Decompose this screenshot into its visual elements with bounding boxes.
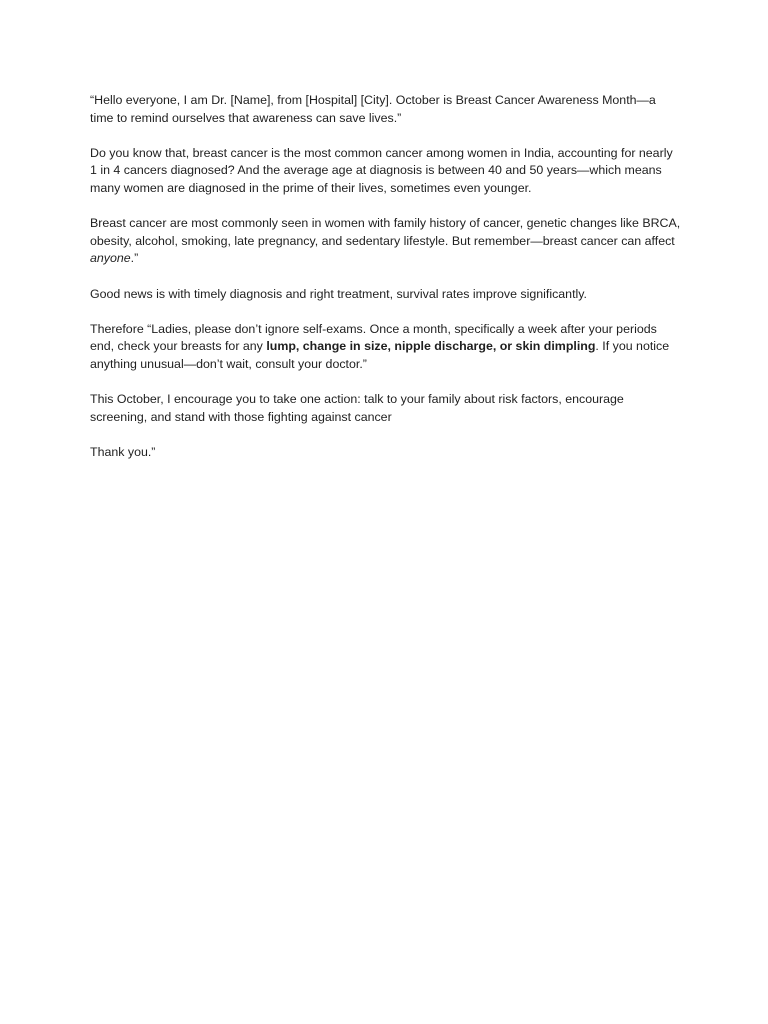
self-exam-text: Therefore “Ladies, please don’t ignore self-exams. Once a month, specifically a week after your periods end, check your breasts for any <box>90 321 657 354</box>
risk-factors-text: Breast cancer are most commonly seen in women with family history of cancer, genetic changes like BRCA, obesity, alcohol, smoking, late pregnancy, and sedentary lifestyle. But remember—breast cancer can affect <box>90 216 681 248</box>
paragraph-greeting: “Hello everyone, I am Dr. [Name], from [Hospital] [City]. October is Breast Cancer Awareness Month—a time to remind ourselves that awareness can save lives.” <box>90 93 656 125</box>
paragraph-good-news: Good news is with timely diagnosis and right treatment, survival rates improve significantly. <box>90 286 587 301</box>
paragraph-risk-factors <box>90 215 682 268</box>
paragraph-self-exam <box>90 321 682 374</box>
emphasis-anyone: anyone <box>90 251 131 266</box>
risk-factors-end: .” <box>130 251 139 266</box>
paragraph-closing: Thank you.” <box>90 444 156 459</box>
warning-signs-bold: lump, change in size, nipple discharge, or skin dimpling <box>266 339 596 354</box>
paragraph-statistics: Do you know that, breast cancer is the most common cancer among women in India, accounting for nearly 1 in 4 cancers diagnosed? And the average age at diagnosis is between 40 and 50 years—which means many women are diagnosed in the prime of their lives, sometimes even younger. <box>90 145 673 195</box>
self-exam-end: . If you notice anything unusual—don’t wait, consult your doctor.” <box>90 339 670 371</box>
document-body <box>90 92 682 479</box>
paragraph-call-to-action: This October, I encourage you to take one action: talk to your family about risk factors, encourage screening, and stand with those fighting against cancer <box>90 392 624 424</box>
